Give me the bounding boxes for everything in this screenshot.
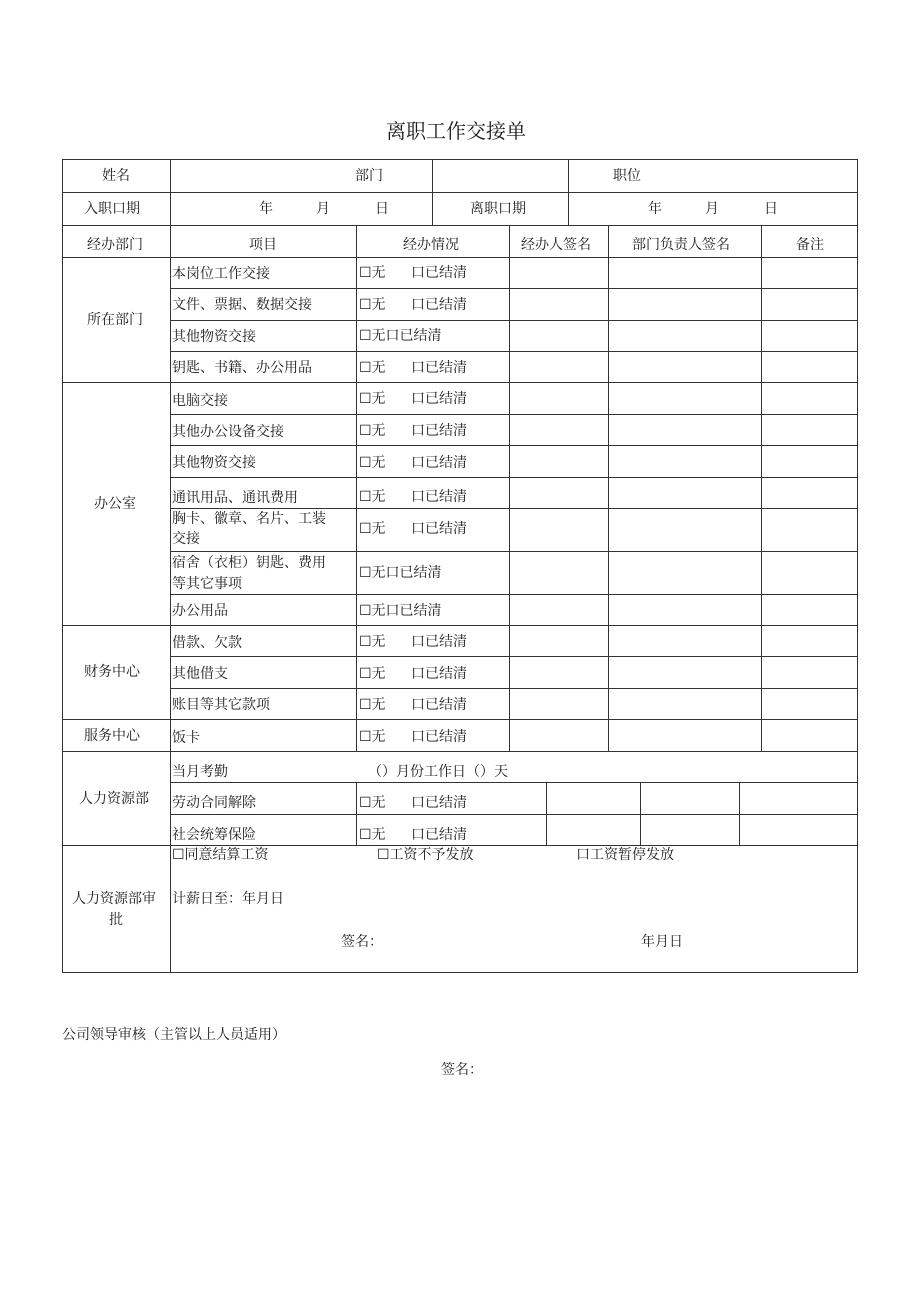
approve-pay-option[interactable]: ☐同意结算工资 (172, 847, 269, 863)
check-none[interactable]: ☐无 (359, 697, 386, 713)
check-none[interactable]: ☐无 (359, 729, 386, 745)
leave-month: 月 (705, 201, 719, 217)
item-label: 电脑交接 (172, 393, 228, 409)
check-cleared[interactable]: 口已结清 (411, 391, 467, 407)
check-none[interactable]: ☐无 (359, 666, 386, 682)
item-label: 宿舍（衣柜）钥匙、费用 (172, 555, 326, 571)
item-label: 其他借支 (172, 666, 228, 682)
check-combined[interactable]: ☐无口已结清 (359, 328, 442, 344)
check-cleared[interactable]: 口已结清 (411, 265, 467, 281)
col-header-dept: 经办部门 (87, 237, 143, 253)
check-none[interactable]: ☐无 (359, 634, 386, 650)
approval-label-cont: 批 (109, 912, 123, 928)
section-label-office: 办公室 (94, 496, 136, 512)
check-cleared[interactable]: 口已结清 (411, 521, 467, 537)
col-header-item: 项目 (249, 237, 277, 253)
item-label: 胸卡、徽章、名片、工装 (172, 511, 326, 527)
item-label: 其他物资交接 (172, 455, 256, 471)
check-none[interactable]: ☐无 (359, 455, 386, 471)
check-none[interactable]: ☐无 (359, 795, 386, 811)
dept-label: 部门 (355, 168, 383, 184)
check-cleared[interactable]: 口已结清 (411, 489, 467, 505)
check-none[interactable]: ☐无 (359, 521, 386, 537)
check-none[interactable]: ☐无 (359, 489, 386, 505)
check-cleared[interactable]: 口已结清 (411, 827, 467, 843)
item-label: 通讯用品、通讯费用 (172, 490, 298, 506)
leave-year: 年 (648, 201, 662, 217)
approval-signature: 签名： (341, 934, 383, 950)
check-none[interactable]: ☐无 (359, 827, 386, 843)
pay-until-date: 计薪日至：年月日 (172, 891, 284, 907)
check-cleared[interactable]: 口已结清 (411, 360, 467, 376)
check-none[interactable]: ☐无 (359, 391, 386, 407)
item-label: 账目等其它款项 (172, 697, 270, 713)
join-date-label: 入职口期 (84, 201, 140, 217)
check-combined[interactable]: ☐无口已结清 (359, 565, 442, 581)
col-header-remarks: 备注 (796, 237, 824, 253)
position-label: 职位 (613, 168, 641, 184)
check-none[interactable]: ☐无 (359, 423, 386, 439)
check-none[interactable]: ☐无 (359, 265, 386, 281)
item-label: 社会统筹保险 (172, 827, 256, 843)
join-day: 日 (375, 201, 389, 217)
section-label-dept: 所在部门 (87, 312, 143, 328)
check-cleared[interactable]: 口已结清 (411, 455, 467, 471)
check-cleared[interactable]: 口已结清 (411, 795, 467, 811)
join-month: 月 (316, 201, 330, 217)
check-cleared[interactable]: 口已结清 (411, 423, 467, 439)
item-label: 文件、票据、数据交接 (172, 297, 312, 313)
section-label-finance: 财务中心 (84, 664, 140, 680)
item-label: 等其它事项 (172, 576, 242, 592)
leave-day: 日 (764, 201, 778, 217)
check-combined[interactable]: ☐无口已结清 (359, 603, 442, 619)
item-label: 其他物资交接 (172, 329, 256, 345)
item-label: 借款、欠款 (172, 635, 242, 651)
col-header-manager-signature: 部门负责人签名 (632, 237, 730, 253)
suspend-pay-option[interactable]: 口工资暂停发放 (576, 847, 674, 863)
name-label: 姓名 (102, 168, 130, 184)
col-header-handler-signature: 经办人签名 (521, 237, 591, 253)
item-label: 本岗位工作交接 (172, 266, 270, 282)
approval-date: 年月日 (641, 934, 683, 950)
leader-signature: 签名： (441, 1062, 483, 1078)
item-label: 办公用品 (172, 603, 228, 619)
section-label-hr: 人力资源部 (79, 791, 149, 807)
check-none[interactable]: ☐无 (359, 360, 386, 376)
check-cleared[interactable]: 口已结清 (411, 666, 467, 682)
item-label: 劳动合同解除 (172, 795, 256, 811)
attendance-text: （）月份工作日（）天 (368, 764, 508, 780)
join-year: 年 (259, 201, 273, 217)
item-label: 当月考勤 (172, 764, 228, 780)
leader-review: 公司领导审核（主管以上人员适用） (62, 1027, 286, 1043)
check-cleared[interactable]: 口已结清 (411, 297, 467, 313)
leave-date-label: 离职口期 (470, 201, 526, 217)
item-label: 钥匙、书籍、办公用品 (172, 360, 312, 376)
no-pay-option[interactable]: ☐工资不予发放 (377, 847, 474, 863)
item-label: 饭卡 (172, 730, 200, 746)
approval-label: 人力资源部审 (72, 891, 156, 907)
check-cleared[interactable]: 口已结清 (411, 634, 467, 650)
col-header-status: 经办情况 (403, 237, 459, 253)
check-cleared[interactable]: 口已结清 (411, 729, 467, 745)
page-title: 离职工作交接单 (386, 119, 526, 143)
item-label: 交接 (172, 531, 200, 547)
check-none[interactable]: ☐无 (359, 297, 386, 313)
item-label: 其他办公设备交接 (172, 424, 284, 440)
section-label-service: 服务中心 (84, 728, 140, 744)
check-cleared[interactable]: 口已结清 (411, 697, 467, 713)
